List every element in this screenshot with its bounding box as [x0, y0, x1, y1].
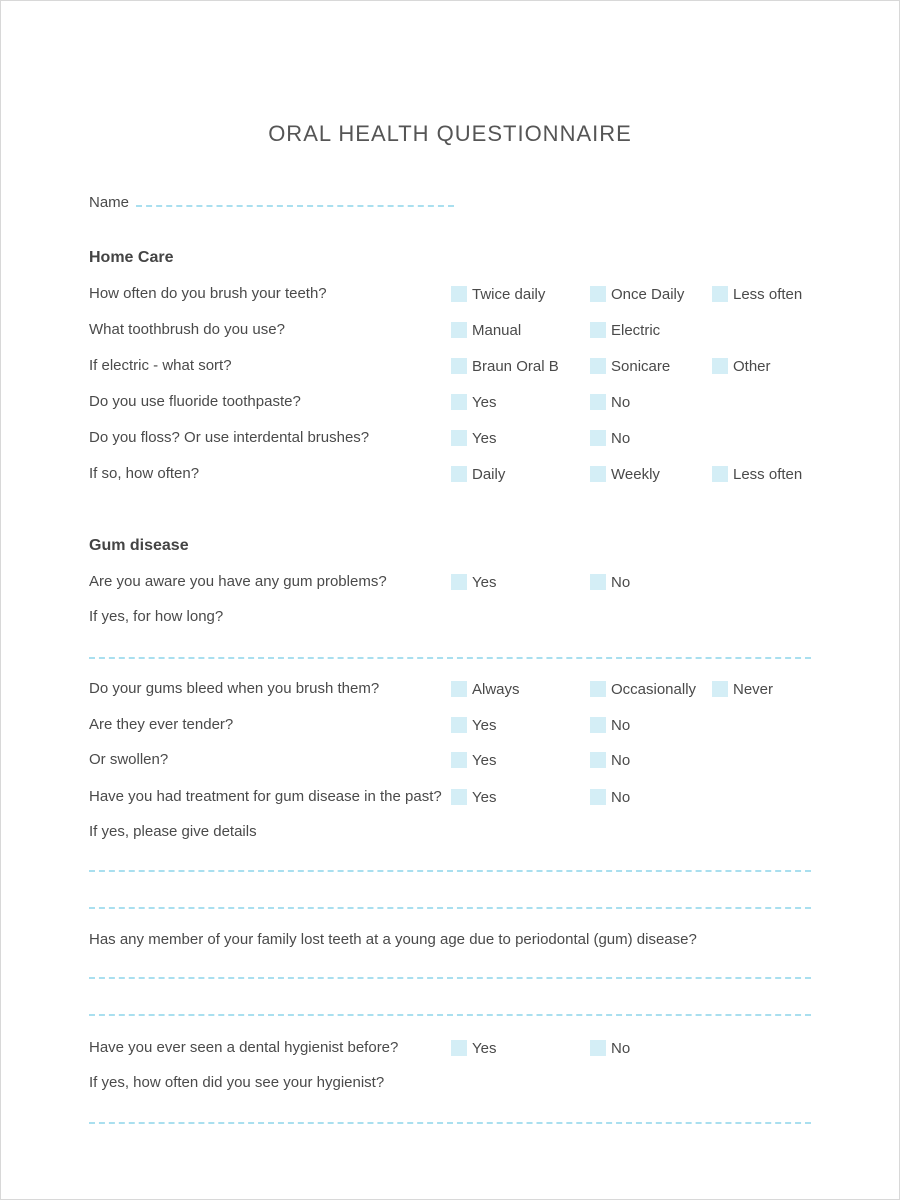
question-tender: Are they ever tender? [89, 716, 234, 733]
option-no[interactable]: No [590, 572, 630, 592]
checkbox[interactable] [590, 358, 606, 374]
option-sonicare[interactable]: Sonicare [590, 356, 670, 376]
option-never[interactable]: Never [712, 679, 773, 699]
checkbox[interactable] [451, 358, 467, 374]
answer-line[interactable] [89, 1122, 811, 1124]
option-yes[interactable]: Yes [451, 1038, 496, 1058]
option-yes[interactable]: Yes [451, 392, 496, 412]
checkbox[interactable] [590, 574, 606, 590]
checkbox[interactable] [590, 394, 606, 410]
checkbox[interactable] [451, 322, 467, 338]
question-family-history: Has any member of your family lost teeth at a young age due to periodontal (gum) disease? [89, 931, 697, 948]
option-yes[interactable]: Yes [451, 715, 496, 735]
option-daily[interactable]: Daily [451, 464, 505, 484]
gum-disease-heading: Gum disease [89, 537, 189, 554]
checkbox[interactable] [451, 574, 467, 590]
checkbox[interactable] [451, 681, 467, 697]
checkbox[interactable] [451, 430, 467, 446]
checkbox[interactable] [590, 752, 606, 768]
option-always[interactable]: Always [451, 679, 520, 699]
option-electric[interactable]: Electric [590, 320, 660, 340]
option-once-daily[interactable]: Once Daily [590, 284, 684, 304]
checkbox[interactable] [590, 466, 606, 482]
option-less-often[interactable]: Less often [712, 284, 802, 304]
checkbox[interactable] [590, 789, 606, 805]
option-yes[interactable]: Yes [451, 750, 496, 770]
question-hygienist-frequency: If yes, how often did you see your hygienist? [89, 1074, 385, 1091]
home-care-heading: Home Care [89, 249, 174, 266]
checkbox[interactable] [590, 1040, 606, 1056]
question-floss: Do you floss? Or use interdental brushes? [89, 429, 370, 446]
question-hygienist: Have you ever seen a dental hygienist before? [89, 1039, 399, 1056]
name-field[interactable] [136, 205, 454, 207]
option-twice-daily[interactable]: Twice daily [451, 284, 545, 304]
option-no[interactable]: No [590, 392, 630, 412]
name-label: Name [89, 194, 130, 211]
question-how-long: If yes, for how long? [89, 608, 224, 625]
option-weekly[interactable]: Weekly [590, 464, 660, 484]
answer-line[interactable] [89, 657, 811, 659]
answer-line[interactable] [89, 870, 811, 872]
checkbox[interactable] [451, 789, 467, 805]
option-no[interactable]: No [590, 787, 630, 807]
checkbox[interactable] [590, 717, 606, 733]
option-yes[interactable]: Yes [451, 428, 496, 448]
question-brush-frequency: How often do you brush your teeth? [89, 285, 327, 302]
option-manual[interactable]: Manual [451, 320, 521, 340]
question-gums-bleed: Do your gums bleed when you brush them? [89, 680, 380, 697]
checkbox[interactable] [712, 466, 728, 482]
checkbox[interactable] [712, 358, 728, 374]
checkbox[interactable] [590, 430, 606, 446]
answer-line[interactable] [89, 977, 811, 979]
checkbox[interactable] [451, 752, 467, 768]
answer-line[interactable] [89, 907, 811, 909]
option-braun-oral-b[interactable]: Braun Oral B [451, 356, 559, 376]
checkbox[interactable] [451, 394, 467, 410]
option-no[interactable]: No [590, 715, 630, 735]
option-yes[interactable]: Yes [451, 572, 496, 592]
option-yes[interactable]: Yes [451, 787, 496, 807]
checkbox[interactable] [451, 466, 467, 482]
checkbox[interactable] [590, 322, 606, 338]
question-treatment: Have you had treatment for gum disease in the past? [89, 788, 442, 805]
question-toothbrush-type: What toothbrush do you use? [89, 321, 285, 338]
checkbox[interactable] [451, 1040, 467, 1056]
question-electric-sort: If electric - what sort? [89, 357, 232, 374]
page-title: ORAL HEALTH QUESTIONNAIRE [268, 121, 632, 146]
option-no[interactable]: No [590, 750, 630, 770]
option-no[interactable]: No [590, 1038, 630, 1058]
checkbox[interactable] [590, 681, 606, 697]
question-swollen: Or swollen? [89, 751, 169, 768]
option-occasionally[interactable]: Occasionally [590, 679, 696, 699]
question-gum-problems: Are you aware you have any gum problems? [89, 573, 387, 590]
checkbox[interactable] [590, 286, 606, 302]
option-other[interactable]: Other [712, 356, 771, 376]
question-floss-frequency: If so, how often? [89, 465, 200, 482]
option-less-often[interactable]: Less often [712, 464, 802, 484]
checkbox[interactable] [712, 286, 728, 302]
option-no[interactable]: No [590, 428, 630, 448]
checkbox[interactable] [451, 286, 467, 302]
checkbox[interactable] [712, 681, 728, 697]
checkbox[interactable] [451, 717, 467, 733]
question-fluoride: Do you use fluoride toothpaste? [89, 393, 301, 410]
question-details: If yes, please give details [89, 823, 257, 840]
answer-line[interactable] [89, 1014, 811, 1016]
